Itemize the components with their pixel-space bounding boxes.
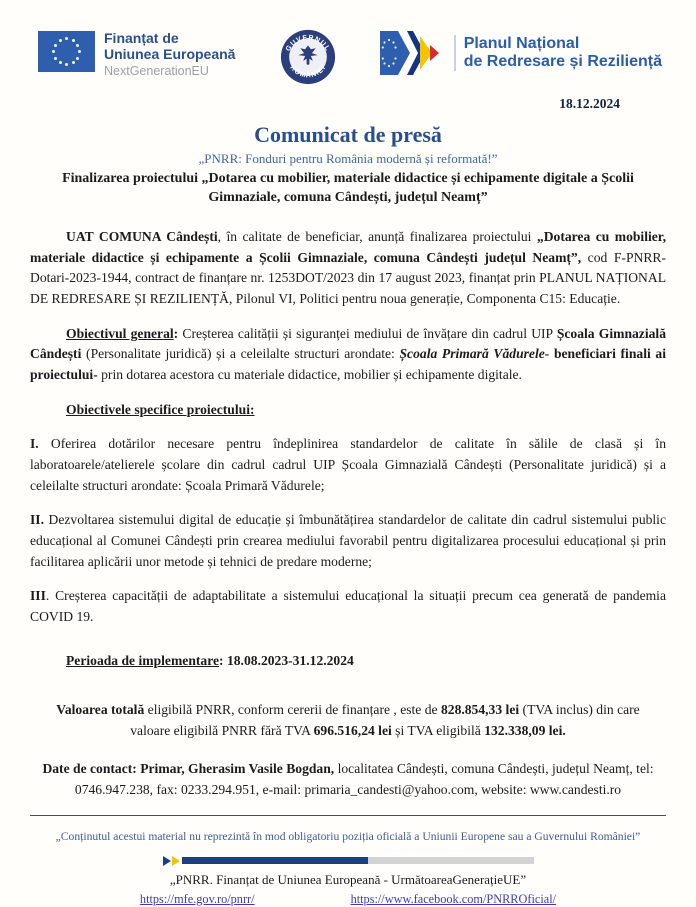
text-segment: 132.338,09 lei. <box>484 723 566 739</box>
eu-flag-icon <box>38 31 95 72</box>
text-segment: eligibilă PNRR, conform cererii de finanțare , este de <box>144 702 441 718</box>
eu-logo-line3: NextGenerationEU <box>104 64 209 79</box>
text-segment: Obiectivele specifice proiectului: <box>66 401 255 417</box>
text-segment: III <box>30 587 46 603</box>
text-segment: Obiectivul general <box>66 325 174 341</box>
eu-funded-logo-text <box>104 30 235 79</box>
text-segment: Creșterea calității și siguranței mediului de învățare din cadrul UIP <box>182 325 557 341</box>
mfe-pnrr-link[interactable]: https://mfe.gov.ro/pnrr/ <box>139 891 255 906</box>
eu-star <box>76 57 79 60</box>
text-segment: localitatea Cândești, comuna Cândești, județul Neamț, tel: 0746.947.238, fax: 0233.294.951, e-mail: primaria_candesti@yahoo.com, website: www.candesti.ro <box>74 761 654 798</box>
eu-star <box>59 61 62 64</box>
eu-star <box>72 39 75 42</box>
text-segment: Valoarea totală <box>56 702 145 718</box>
eu-star <box>72 61 75 64</box>
specific-objectives-heading <box>30 400 666 421</box>
text-segment: (TVA inclus) din care valoare eligibilă PNRR fără TVA <box>130 702 640 739</box>
paragraph-intro <box>30 227 666 310</box>
bar-arrow-yellow-icon <box>172 856 180 866</box>
text-segment: , în calitate de beneficiar, anunță finalizarea proiectului <box>217 228 537 244</box>
eu-funded-logo <box>38 26 235 79</box>
eu-logo-line1: Finanțat de <box>104 30 179 46</box>
pnrr-logo-text <box>454 35 662 71</box>
text-segment: UAT COMUNA Cândești <box>66 228 218 244</box>
text-segment: 828.854,33 lei <box>440 702 520 718</box>
pnrr-logo-line1: Planul Național <box>463 35 580 53</box>
seal-text-top: GUVERNUL <box>284 34 331 53</box>
eu-star <box>65 63 68 66</box>
implementation-period <box>30 651 666 672</box>
objective-item-1 <box>30 434 666 496</box>
text-segment: (Personalitate juridică) și a celeilalte structuri arondate: <box>81 346 400 362</box>
bar-arrow-navy-icon <box>163 856 171 866</box>
objective-item-2 <box>30 510 666 572</box>
text-segment: : 18.08.2023-31.12.2024 <box>219 652 354 668</box>
eu-star <box>65 37 68 40</box>
page-title: Comunicat de presă <box>254 122 442 147</box>
text-segment: Perioada de implementare <box>66 652 220 668</box>
text-segment: 696.516,24 lei <box>313 723 392 739</box>
text-segment: . Creșterea capacității de adaptabilitate a sistemului educațional la situații precum cea generată de pandemia COVID 19. <box>30 587 666 624</box>
eu-star <box>54 44 57 47</box>
facebook-pnrr-link[interactable]: https://www.facebook.com/PNRROficial/ <box>350 891 557 906</box>
romanian-government-seal-icon <box>279 28 337 91</box>
header <box>30 26 666 90</box>
document-date: 18.12.2024 <box>559 96 620 111</box>
pnrr-logo-line2: de Redresare și Reziliență <box>463 53 662 70</box>
pnrr-arrows-icon <box>380 30 446 76</box>
footer-divider <box>30 815 666 816</box>
text-segment: prin dotarea acestora cu materiale didactice, mobilier și echipamente digitale. <box>97 367 522 383</box>
eu-star <box>78 50 81 53</box>
seal-text-bottom: ROMÂNIEI <box>287 64 328 80</box>
project-value <box>30 699 666 741</box>
text-segment: II. <box>30 511 44 527</box>
text-segment: cod F-PNRR-Dotari-2023-1944, contract de finanțare nr. 1253DOT/2023 din 17 august 2023, finanțat prin PLANUL NAȚIONAL DE REDRESARE ȘI REZILIENȚĂ, Pilonul VI, Politici pentru noua generație, Componenta C15: Educație. <box>30 249 666 307</box>
text-segment: Oferirea dotărilor necesare pentru îndeplinirea standardelor de calitate în sălile de clasă și în laboratoarele/atelierele școlare din cadrul cadrul UIP Școala Gimnazială Cândești (Personalitate juridică) și a celeilalte structuri arondate: Școala Primară Vădurele; <box>30 435 666 493</box>
text-segment: I. <box>30 435 39 451</box>
objective-item-3 <box>30 586 666 628</box>
bar-segment-navy <box>182 857 368 864</box>
text-segment: Dezvoltarea sistemului digital de educație și îmbunătățirea standardelor de calitate din cadrul sistemului public educațional al Comunei Cândești prin crearea mediului favorabil pentru digitalizarea procesului educațional și prin facilitarea aplicării unor metode și tehnici de predare moderne; <box>30 511 666 569</box>
paragraph-general-objective <box>30 324 666 386</box>
text-segment: : <box>173 325 183 341</box>
contact-details <box>30 758 666 800</box>
bar-segment-gray <box>368 857 534 864</box>
pnrr-logo <box>380 30 662 76</box>
eu-logo-line2: Uniunea Europeană <box>104 46 236 63</box>
eu-star <box>76 44 79 47</box>
pnrr-footer-bar <box>30 856 666 866</box>
footer-links <box>30 892 666 907</box>
text-segment: și TVA eligibilă <box>391 723 485 739</box>
text-segment: Școala Gimnazială Cândești <box>30 325 666 362</box>
text-segment: Date de contact: Primar, Gherasim Vasile Bogdan, <box>42 761 335 777</box>
text-segment: beneficiari finali ai proiectului- <box>30 346 666 383</box>
project-title-heading: Finalizarea proiectului „Dotarea cu mobilier, materiale didactice și echipamente digitale a Școlii Gimnaziale, comuna Cândești, județul Neamț” <box>62 171 634 205</box>
text-segment: Școala Primară Vădurele- <box>399 346 550 362</box>
pnrr-slogan: „PNRR: Fonduri pentru România modernă și reformată!” <box>198 151 498 166</box>
eu-star <box>54 57 57 60</box>
footer-caption: „PNRR. Finanțat de Uniunea Europeană - UrmătoareaGenerațieUE” <box>169 871 527 887</box>
disclaimer-text: „Conținutul acestui material nu reprezintă în mod obligatoriu poziția oficială a Uniunii Europene sau a Guvernului României” <box>55 829 641 843</box>
eu-star <box>59 39 62 42</box>
eu-star <box>52 50 55 53</box>
text-segment: „Dotarea cu mobilier, materiale didactice și echipamente a Școlii Gimnaziale, comuna Cândești județul Neamț”, <box>30 228 666 265</box>
